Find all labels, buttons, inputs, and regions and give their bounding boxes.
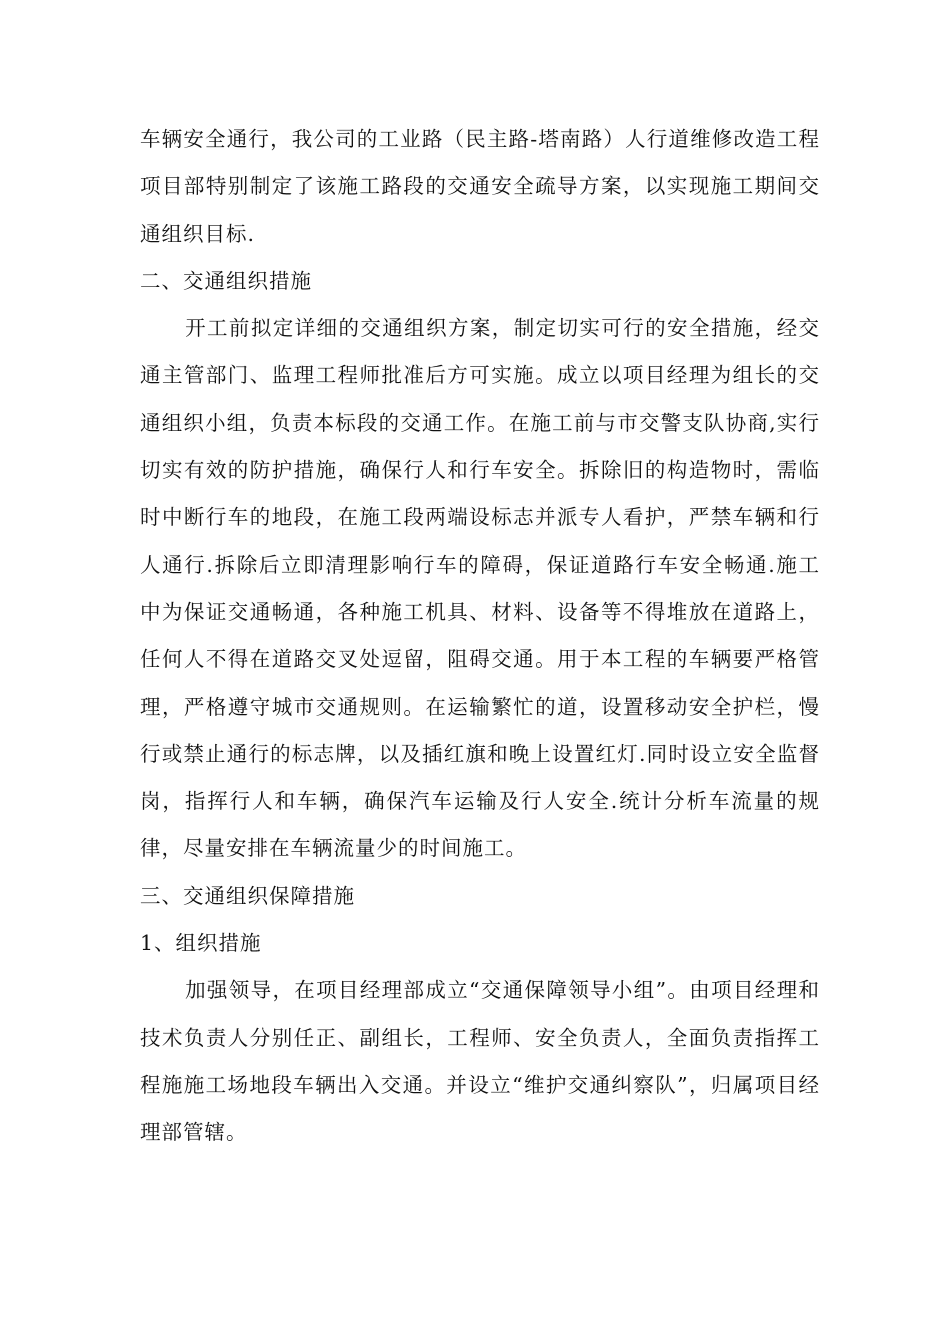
intro-paragraph: 车辆安全通行，我公司的工业路（民主路-塔南路）人行道维修改造工程项目部特别制定了该施工路段的交通安全疏导方案，以实现施工期间交通组织目标. [140, 127, 820, 246]
section-heading-guarantee-measures: 三、交通组织保障措施 [140, 883, 355, 908]
section-heading-traffic-measures: 二、交通组织措施 [140, 268, 312, 293]
organization-paragraph: 加强领导，在项目经理部成立“交通保障领导小组”。由项目经理和技术负责人分别任正、副组长，工程师、安全负责人，全面负责指挥工程施施工场地段车辆出入交通。并设立“维护交通纠察队”，归属项目经理部管辖。 [140, 978, 820, 1145]
document-body [140, 116, 820, 1157]
subsection-heading-organization: 1、组织措施 [140, 931, 262, 956]
traffic-measures-paragraph: 开工前拟定详细的交通组织方案，制定切实可行的安全措施，经交通主管部门、监理工程师批准后方可实施。成立以项目经理为组长的交通组织小组，负责本标段的交通工作。在施工前与市交警支队协商,实行切实有效的防护措施，确保行人和行车安全。拆除旧的构造物时，需临时中断行车的地段，在施工段两端设标志并派专人看护，严禁车辆和行人通行.拆除后立即清理影响行车的障碍，保证道路行车安全畅通.施工中为保证交通畅通，各种施工机具、材料、设备等不得堆放在道路上，任何人不得在道路交叉处逗留，阻碍交通。用于本工程的车辆要严格管理，严格遵守城市交通规则。在运输繁忙的道，设置移动安全护栏，慢行或禁止通行的标志牌，以及插红旗和晚上设置红灯.同时设立安全监督岗，指挥行人和车辆，确保汽车运输及行人安全.统计分析车流量的规律，尽量安排在车辆流量少的时间施工。 [140, 316, 820, 861]
